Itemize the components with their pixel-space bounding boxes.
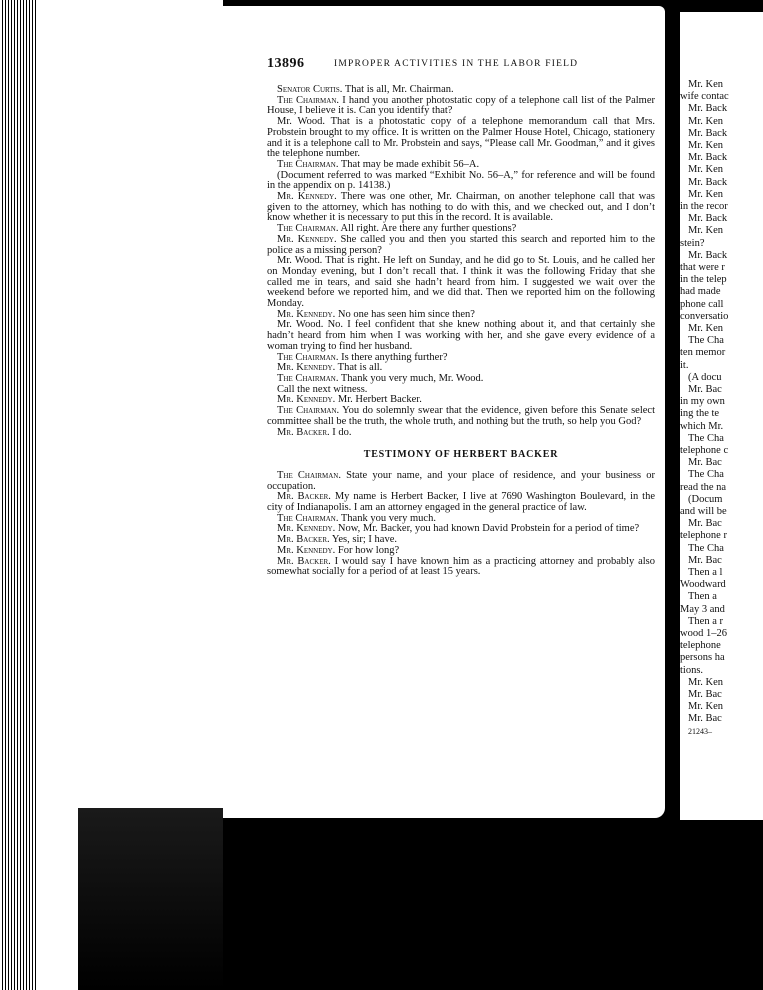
next-page-line: that were r [680, 262, 725, 273]
next-page-line: it. [680, 359, 689, 371]
speaker-name: The Chairman. [277, 223, 339, 235]
speaker-name: Mr. Kennedy. [277, 362, 336, 374]
paragraph-text: That may be made exhibit 56–A. [338, 158, 480, 170]
testimony-paragraph [267, 428, 655, 439]
paragraph-text: For how long? [335, 544, 400, 556]
speaker-name: Mr. Kennedy. [277, 523, 336, 535]
speaker-name: The Chairman. [277, 351, 339, 363]
speaker-name: Mr. Kennedy. [277, 308, 336, 320]
next-page-line: The Cha [688, 542, 724, 554]
next-page-line: Mr. Back [688, 249, 728, 261]
paragraph-text: She called you and then you started this search and reported him to the police as a missing person? [267, 233, 655, 256]
testimony-paragraph [267, 256, 655, 310]
speaker-name: The Chairman. [277, 94, 340, 106]
next-page-line: read the na [680, 481, 727, 493]
next-page-line: telephone c [680, 445, 729, 456]
next-page-line: in the recor [680, 201, 728, 212]
speaker-name: The Chairman. [277, 372, 339, 384]
testimony-paragraph [267, 492, 655, 513]
next-page-line: Mr. Bac [688, 713, 722, 725]
next-page-line: Mr. Ken [688, 164, 723, 176]
paragraph-text: Mr. Wood. That is a photostatic copy of a telephone memorandum call that Mrs. Probstein brought to my office. It is written on the Palmer House Hotel, Chicago, stationery and it is a telephone call to Mr. Probstein and says, “Please call Mr. Goodman,” and it gives the telephone number. [267, 116, 655, 160]
next-page-fragment [680, 12, 763, 820]
next-page-line: telephone [680, 640, 721, 652]
paragraph-text: That is all, Mr. Chairman. [342, 84, 454, 95]
next-page-line: Mr. Back [688, 176, 728, 188]
speaker-name: The Chairman. [277, 158, 339, 170]
next-page-line: Mr. Ken [688, 115, 723, 127]
next-page-line: The Cha [688, 469, 724, 481]
testimony-paragraph [267, 320, 655, 352]
paragraph-text: State your name, and your place of residence, and your business or occupation. [267, 469, 655, 492]
next-page-line: (Docum [688, 493, 723, 505]
testimony-paragraph [267, 192, 655, 224]
speaker-name: Mr. Backer. [277, 555, 331, 567]
next-page-line: Mr. Ken [688, 323, 723, 334]
testimony-paragraph [267, 471, 655, 492]
next-page-line: Mr. Ken [688, 188, 723, 200]
book-edge [0, 0, 38, 990]
next-page-line: 21243– [688, 726, 712, 736]
page-header [267, 56, 647, 72]
next-page-line: persons ha [680, 652, 725, 664]
speaker-name: The Chairman. [277, 405, 340, 417]
paragraph-text: Is there anything further? [338, 351, 448, 363]
next-page-line: Mr. Bac [688, 384, 722, 395]
paragraph-text: Mr. Wood. No. I feel confident that she knew nothing about it, and that certainly she hadn’t heard from him when I was working with her, and she gave every evidence of a woman trying to find her husband. [267, 319, 655, 352]
next-page-line: had made [680, 286, 721, 298]
next-page-line: tions. [680, 664, 704, 676]
next-page-line: Woodward [680, 579, 726, 591]
testimony-paragraph [267, 406, 655, 427]
speaker-name: Mr. Kennedy. [277, 233, 337, 245]
page-fold-strip [38, 808, 78, 990]
testimony-paragraph [267, 235, 655, 256]
next-page-line: Mr. Bac [688, 518, 722, 530]
next-page-line: stein? [680, 237, 705, 249]
paragraph-text: I would say I have known him as a practicing attorney and probably also somewhat socially for a period of at least 15 years. [267, 555, 655, 578]
facing-page-margin [38, 0, 223, 808]
next-page-line: Mr. Ken [688, 225, 723, 237]
paragraph-text: Now, Mr. Backer, you had known David Probstein for a period of time? [335, 523, 640, 535]
testimony-paragraph [267, 96, 655, 117]
next-page-line: and will be [680, 506, 727, 517]
next-page-line: ing the te [680, 408, 720, 420]
next-page-line: May 3 and [680, 603, 725, 615]
paragraph-text: Thank you very much. [338, 512, 436, 524]
next-page-line: conversatio [680, 310, 729, 322]
next-page-line: ten memor [680, 347, 726, 359]
speaker-name: The Chairman. [277, 512, 339, 524]
paragraph-text: All right. Are there any further questions? [338, 223, 517, 235]
next-page-line: Mr. Back [688, 213, 728, 225]
next-page-line: Mr. Bac [688, 689, 722, 700]
speaker-name: Mr. Kennedy. [277, 544, 336, 556]
next-page-line: wife contac [680, 91, 729, 103]
next-page-line: Mr. Bac [688, 554, 722, 566]
speaker-name: Mr. Backer. [277, 534, 330, 546]
next-page-line: wood 1–26 [680, 628, 727, 639]
next-page-line: Mr. Ken [688, 79, 723, 90]
next-page-line: Mr. Ken [688, 701, 723, 713]
paragraph-text: I hand you another photostatic copy of a telephone call list of the Palmer House, I believe it is. Can you identify that? [267, 94, 655, 117]
paragraph-text: Yes, sir; I have. [329, 534, 397, 546]
paragraph-text: You do solemnly swear that the evidence, given before this Senate select committee shall be the truth, the whole truth, and nothing but the truth, so help you God? [267, 405, 655, 427]
next-page-line: Then a r [688, 615, 723, 627]
document-page [223, 6, 665, 818]
scan-shadow [78, 808, 223, 990]
paragraph-text: Call the next witness. [277, 383, 368, 395]
testimony-paragraph [267, 557, 655, 578]
next-page-line: Mr. Bac [688, 457, 722, 469]
next-page-line: which Mr. [680, 420, 724, 432]
paragraph-text: Mr. Herbert Backer. [335, 394, 422, 406]
next-page-line: Mr. Back [688, 103, 728, 115]
next-page-line: in the telep [680, 274, 727, 286]
speaker-name: Senator Curtis. [277, 84, 343, 95]
next-page-line: Then a [688, 591, 717, 603]
next-page-line: telephone r [680, 530, 727, 542]
next-page-line: The Cha [688, 432, 724, 444]
next-page-line: Mr. Ken [688, 140, 723, 151]
next-page-line: in my own [680, 396, 725, 408]
testimony-paragraph [267, 117, 655, 160]
paragraph-text: That is all. [335, 362, 383, 374]
paragraph-text: I do. [329, 426, 352, 438]
speaker-name: Mr. Backer. [277, 491, 331, 503]
next-page-line: Mr. Back [688, 127, 728, 139]
page-number: 13896 [267, 56, 305, 71]
testimony-paragraph [267, 171, 655, 192]
gutter-shadow [665, 0, 680, 990]
page-body [267, 85, 655, 578]
paragraph-text: There was one other, Mr. Chairman, on another telephone call that was given to the attorney, which has nothing to do with this, and we checked out, and I don’t know whether it is necessary to put this in the record. It is available. [267, 191, 655, 224]
speaker-name: Mr. Kennedy. [277, 394, 336, 406]
next-page-line: Mr. Ken [688, 676, 723, 688]
paragraph-text: My name is Herbert Backer, I live at 7690 Washington Boulevard, in the city of Indianapolis. I am an attorney engaged in the general practice of law. [267, 491, 656, 514]
speaker-name: Mr. Kennedy. [277, 191, 337, 203]
next-page-line: (A docu [688, 371, 722, 383]
running-head: IMPROPER ACTIVITIES IN THE LABOR FIELD [334, 59, 579, 69]
paragraph-text: Thank you very much, Mr. Wood. [338, 372, 484, 384]
paragraph-text: Mr. Wood. That is right. He left on Sunday, and he did go to St. Louis, and he called her on Monday evening, but I don’t recall that. I think it was the following Friday that she called me in tears, and said she hadn’t heard from him. I suggested we wait over the weekend before we reported him, and we did that. Then we reported him on the following Monday. [267, 255, 655, 310]
next-page-line: Then a l [688, 567, 723, 578]
next-page-line: phone call [680, 298, 724, 310]
next-page-line: The Cha [688, 335, 724, 347]
speaker-name: The Chairman. [277, 469, 341, 481]
speaker-name: Mr. Backer. [277, 426, 330, 438]
next-page-line: Mr. Back [688, 152, 728, 164]
paragraph-text: No one has seen him since then? [335, 308, 475, 320]
paragraph-text: (Document referred to was marked “Exhibit No. 56–A,” for reference and will be found in the appendix on p. 14138.) [267, 169, 655, 192]
section-heading: TESTIMONY OF HERBERT BACKER [363, 449, 559, 461]
